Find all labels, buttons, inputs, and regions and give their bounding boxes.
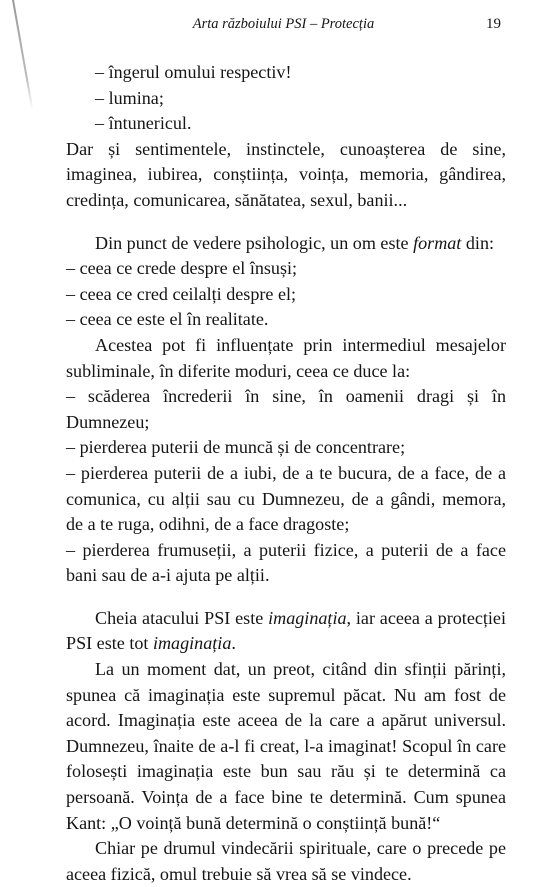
paragraph bbox=[66, 231, 506, 257]
paragraph: Acestea pot fi influențate prin intermediul mesajelor subliminale, în diferite moduri, ceea ce duce la: bbox=[66, 334, 506, 381]
list-item: – scăderea încrederii în sine, în oamenii dragi și în Dumnezeu; bbox=[66, 386, 506, 432]
list-item: – ceea ce este el în realitate. bbox=[66, 309, 269, 330]
page-fold-line bbox=[12, 0, 33, 110]
list-item: – lumina; bbox=[95, 87, 164, 108]
list-item: – ceea ce crede despre el însuși; bbox=[66, 258, 298, 279]
page-body bbox=[66, 60, 506, 887]
text-span: Din punct de vedere psihologic, un om este bbox=[95, 232, 414, 253]
emphasis: format bbox=[413, 232, 462, 253]
list-item: – pierderea puterii de a iubi, de a te bucura, de a face, de a comunica, cu alții sau cu Dumnezeu, de a gândi, memora, de a te ruga, odihni, de a face dragoste; bbox=[66, 462, 506, 535]
paragraph: Dar și sentimentele, instinctele, cunoașterea de sine, imaginea, iubirea, conștiința, voința, memoria, gândirea, credința, comunicarea, sănătatea, sexul, banii... bbox=[66, 138, 506, 210]
emphasis: imaginația bbox=[268, 607, 347, 628]
header-title: Arta războiului PSI – Protecția bbox=[192, 16, 375, 32]
emphasis: imaginația bbox=[152, 633, 232, 654]
list-item: – ceea ce cred ceilalți despre el; bbox=[66, 283, 297, 304]
paragraph: Chiar pe drumul vindecării spirituale, care o precede pe aceea fizică, omul trebuie să vrea să se vindece. bbox=[66, 838, 506, 884]
text-span: , iar aceea a protecției PSI este tot bbox=[66, 607, 506, 654]
paragraph: La un moment dat, un preot, citând din sfinții părinți, spunea că imaginația este supremul păcat. Nu am fost de acord. Imaginația este aceea de la care a apărut universul. Dumnezeu, înaite de a-l fi creat, l-a imaginat! Scopul în care folosești imaginația este bun sau rău și te determină ca persoană. Voința de a face bine te determină. Cum spunea Kant: „O voință bună determină o conștiință bună!“ bbox=[66, 659, 506, 833]
list-item: – pierderea frumuseții, a puterii fizice, a puterii de a face bani sau de a-i ajuta pe alții. bbox=[66, 539, 506, 586]
text-span: . bbox=[231, 633, 236, 654]
text-span: din: bbox=[461, 232, 495, 253]
list-item: – pierderea puterii de muncă și de concentrare; bbox=[66, 437, 406, 458]
text-span: Cheia atacului PSI este bbox=[95, 607, 269, 628]
paragraph bbox=[66, 606, 506, 657]
running-header bbox=[66, 16, 501, 38]
page-number: 19 bbox=[486, 16, 501, 32]
list-item: – întunericul. bbox=[95, 113, 192, 134]
list-item: – îngerul omului respectiv! bbox=[95, 62, 292, 82]
